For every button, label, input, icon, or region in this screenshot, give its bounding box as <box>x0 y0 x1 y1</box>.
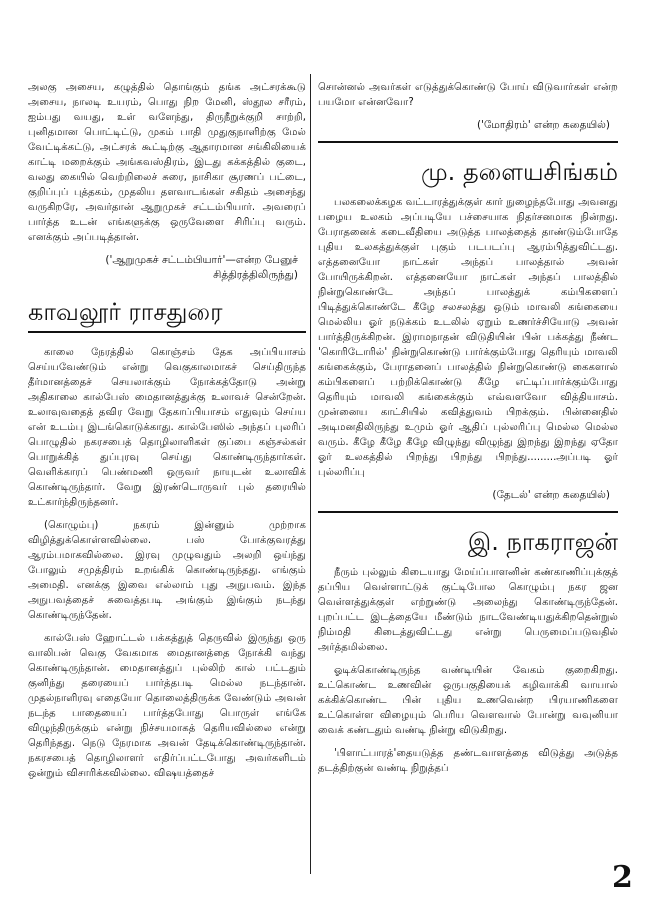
excerpt-source: ('ஆறுமுகச் சட்டம்பியார்'—என்ற பேனுச் சித்திரத்திலிருந்து) <box>105 254 298 281</box>
right-column <box>318 80 618 776</box>
excerpt-source: ('மோதிரம்' என்ற கதையில்) <box>476 119 610 131</box>
excerpt-paragraph: நீரும் புல்லும் கிடையாது மேய்ப்பாளனின் கண்காணிப்புக்குத் தப்பிய வெள்ளாட்டுக் குட்டிபோல கொழும்பு நகர ஜன வெள்ளத்துக்குள் எற்றுண்டு அலைந்து கொண்டிருந்தேன். புறப்பட்ட இடத்தையே மீண்டும் நாடவேண்டியதுக்கிறதென்றுல் நிம்மதி கிடைத்துவிட்டது என்று பெருமைப்படுவதில் அர்த்தமில்லை. <box>318 567 618 653</box>
author-heading: காவலூர் ராசதுரை <box>28 298 223 326</box>
excerpt-paragraph: சொன்னல் அவர்கள் எடுத்துக்கொண்டு போய் விடுவார்கள் என்ற பயமோ என்னவோ? <box>318 82 618 108</box>
excerpt-paragraph: காலை நேரத்தில் கொஞ்சம் தேக அப்பியாசம் செய்யவேண்டும் என்று வெகுகாலமாகச் செய்திருந்த தீர்மானத்தைச் செயலாக்கும் நோக்கத்தோடு அன்று அதிகாலை கால்பேஸ் மைதானத்துக்கு உலாவச் சென்றேன். உலாவுவதைத் தவிர வேறு தேகாப்பியாசம் எதுவும் செய்ய என் உடம்பு இடங்கொடுக்காது. கால்பேஸில் அந்தப் புலரிப் பொழுதில் நகரசபைத் தொழிலாளிகள் குப்பை கஞ்சல்கள் பொறுக்கித் துப்புரவு செய்து கொண்டிருந்தார்கள். வெளிக்காரப் பெண்மணி ஒருவர் நாயுடன் உலாவிக் கொண்டிருந்தார். வேறு இரண்டொருவர் புல் தரையில் உட்கார்ந்திருந்தனர். <box>28 347 306 508</box>
author-heading: மு. தளையசிங்கம் <box>421 158 618 186</box>
author-heading: இ. நாகராஜன் <box>467 528 618 556</box>
heading-rule <box>28 331 306 333</box>
left-column <box>28 80 306 781</box>
excerpt-paragraph: அலகு அசைய, கழுத்தில் தொங்கும் தங்க அட்சரக்கூடு அசைய, நாலடி உயரம், பொது நிற மேனி, ஸ்தூல சரீரம், ஐம்பது வயது, உள் வளேந்து, திருநீறுக்குறி சாற்றி, புனிதமான பொட்டிட்டு, முகம் பாதி முதுகுநாளிற்கு மேல் வேட்டிக்கட்டு, அட்சரக் கூட்டிற்கு ஆதாரமான சங்கிலியைக் காட்டி மறைக்கும் அங்கவஸ்திரம், இடது கக்கத்தில் குடை, வலது கையில் வெற்றிலைச் சுரை, நாசிகா சூரணப் பட்டை, குறிப்புப் புத்தகம், முதலிய தளவாடங்கள் சகிதம் அசைந்து வருகிறரே, அவர்தான் ஆறுமுகச் சட்டம்பியார். அவரைப் பார்த்த உடன் எங்களுக்கு ஒருவேளை சிரிப்பு வரும். எனக்கும் அப்படித்தான். <box>28 82 306 243</box>
excerpt-paragraph: ஓடிக்கொண்டிருந்த வண்டியின் வேகம் குறைகிறது. உட்கொண்ட உணவின் ஒருபகுதியைக் கழிவாக்கி வாயால் கக்கிக்கொண்ட பின் புதிய உணவென்ற பிரயாணிகளை உட்கொள்ள விழையும் பெரிய வெளவால் போன்று வவுனியா வைக் கண்டதும் வண்டி நின்று விடுகிறது. <box>318 665 618 736</box>
excerpt-source: (தேடல்' என்ற கதையில்) <box>492 489 610 501</box>
heading-rule <box>318 511 618 513</box>
page-number: 2 <box>612 860 633 895</box>
excerpt-paragraph: (கொழும்பு) நகரம் இன்னும் முற்றாக விழித்துக்கொள்ளவில்லை. பஸ் போக்குவரத்து ஆரம்பமாகவில்லை. இரவு முழுவதும் அலறி ஒய்ந்து போலும் சமுத்திரம் உறங்கிக் கொண்டிருந்தது. எங்கும் அமைதி. எனக்கு இவை எல்லாம் புது அநுபவம். இந்த அநுபவத்தைச் சுவைத்தபடி அங்கும் இங்கும் நடந்து கொண்டிருந்தேன். <box>28 520 306 621</box>
heading-rule <box>318 141 618 143</box>
excerpt-paragraph: பலகலைக்கழக வட்டாரத்துக்குள் கார் நுழைந்தபோது அவனது பழைய உலகம் அப்படியே பச்சையாக நிதர்சனமாக நின்றது. பேராதனைக் கடைவீதியை அடுத்த பாலத்தைத் தாண்டும்போதே புதிய உலகத்துக்குள் புகும் படபடப்பு ஆரம்பித்துவிட்டது. எத்தனையோ நாட்கள் அந்தப் பாலத்தால் அவன் போயிருக்கிறன். எத்தனையோ நாட்கள் அந்தப் பாலத்தில் நின்றுகொண்டே அந்தப் பாலத்துக் கம்பிகளைப் பிடித்துக்கொண்டே கீழே சலசலத்து ஒடும் மாவலி கங்கையை மெல்லிய ஓர் நடுக்கம் உடலில் ஏறும் உணர்ச்சியோடு அவன் பார்த்திருக்கிறன். இராமநாதன் விடுதியின் பின் பக்கத்து நீண்ட 'கொரிடோரில்' நின்றுகொண்டு பார்க்கும்போது தெரியும் மாவலி கங்கைக்கும், பேராதனைப் பாலத்தில் நின்றுகொண்டு கைகளால் கம்பிகளைப் பற்றிக்கொண்டு கீழே எட்டிப்பார்க்கும்போது தெரியும் மாவலி கங்கைக்கும் எவ்வளவோ வித்தியாசம். முன்னைய காட்சியில் கவித்துவம் பிறக்கும். பின்னைதில் அடிமனதிலிருந்து உமும் ஓர் ஆதிப் புல்லரிப்பு மெல்ல மெல்ல வரும். கீழே கீழே கீழே விழுந்து விழுந்து இறந்து இறந்து ஏதோ ஓர் உலகத்தில் பிறந்து பிறந்து பிறந்து.........அப்படி ஓர் புல்லரிப்பு <box>318 197 618 478</box>
column-divider <box>310 74 311 874</box>
excerpt-paragraph: 'பிளாட்பாரத்'தையடுத்த தண்டவாளத்தை விடுத்து அடுத்த தடத்திற்குன் வண்டி நிறுத்தப் <box>318 748 618 774</box>
excerpt-paragraph: கால்பேஸ் ஹோட்டல் பக்கத்துத் தெருவில் இருந்து ஒரு வாலிபன் வெகு வேகமாக மைதானத்தை நோக்கி வந்து கொண்டிருந்தான். மைதானத்துப் புல்லிற் கால் பட்டதும் குனிந்து தரையைப் பார்த்தபடி மெல்ல நடந்தான். முதல்நாளிரவு எதையோ தொலைத்திருக்க வேண்டும் அவன் நடந்த பாதையைப் பார்த்தபோது பொருள் எங்கே விழுந்திருக்கும் என்று நிச்சயமாகத் தெரியவில்லை என்று தெரிந்தது. நெடு நேரமாக அவன் தேடிக்கொண்டிருந்தான். நகரசபைத் தொழிலாளர் எதிர்ப்பட்டபோது அவர்களிடம் ஒன்றும் விசாரிக்கவில்லை. விஷயத்தைச் <box>28 633 306 779</box>
